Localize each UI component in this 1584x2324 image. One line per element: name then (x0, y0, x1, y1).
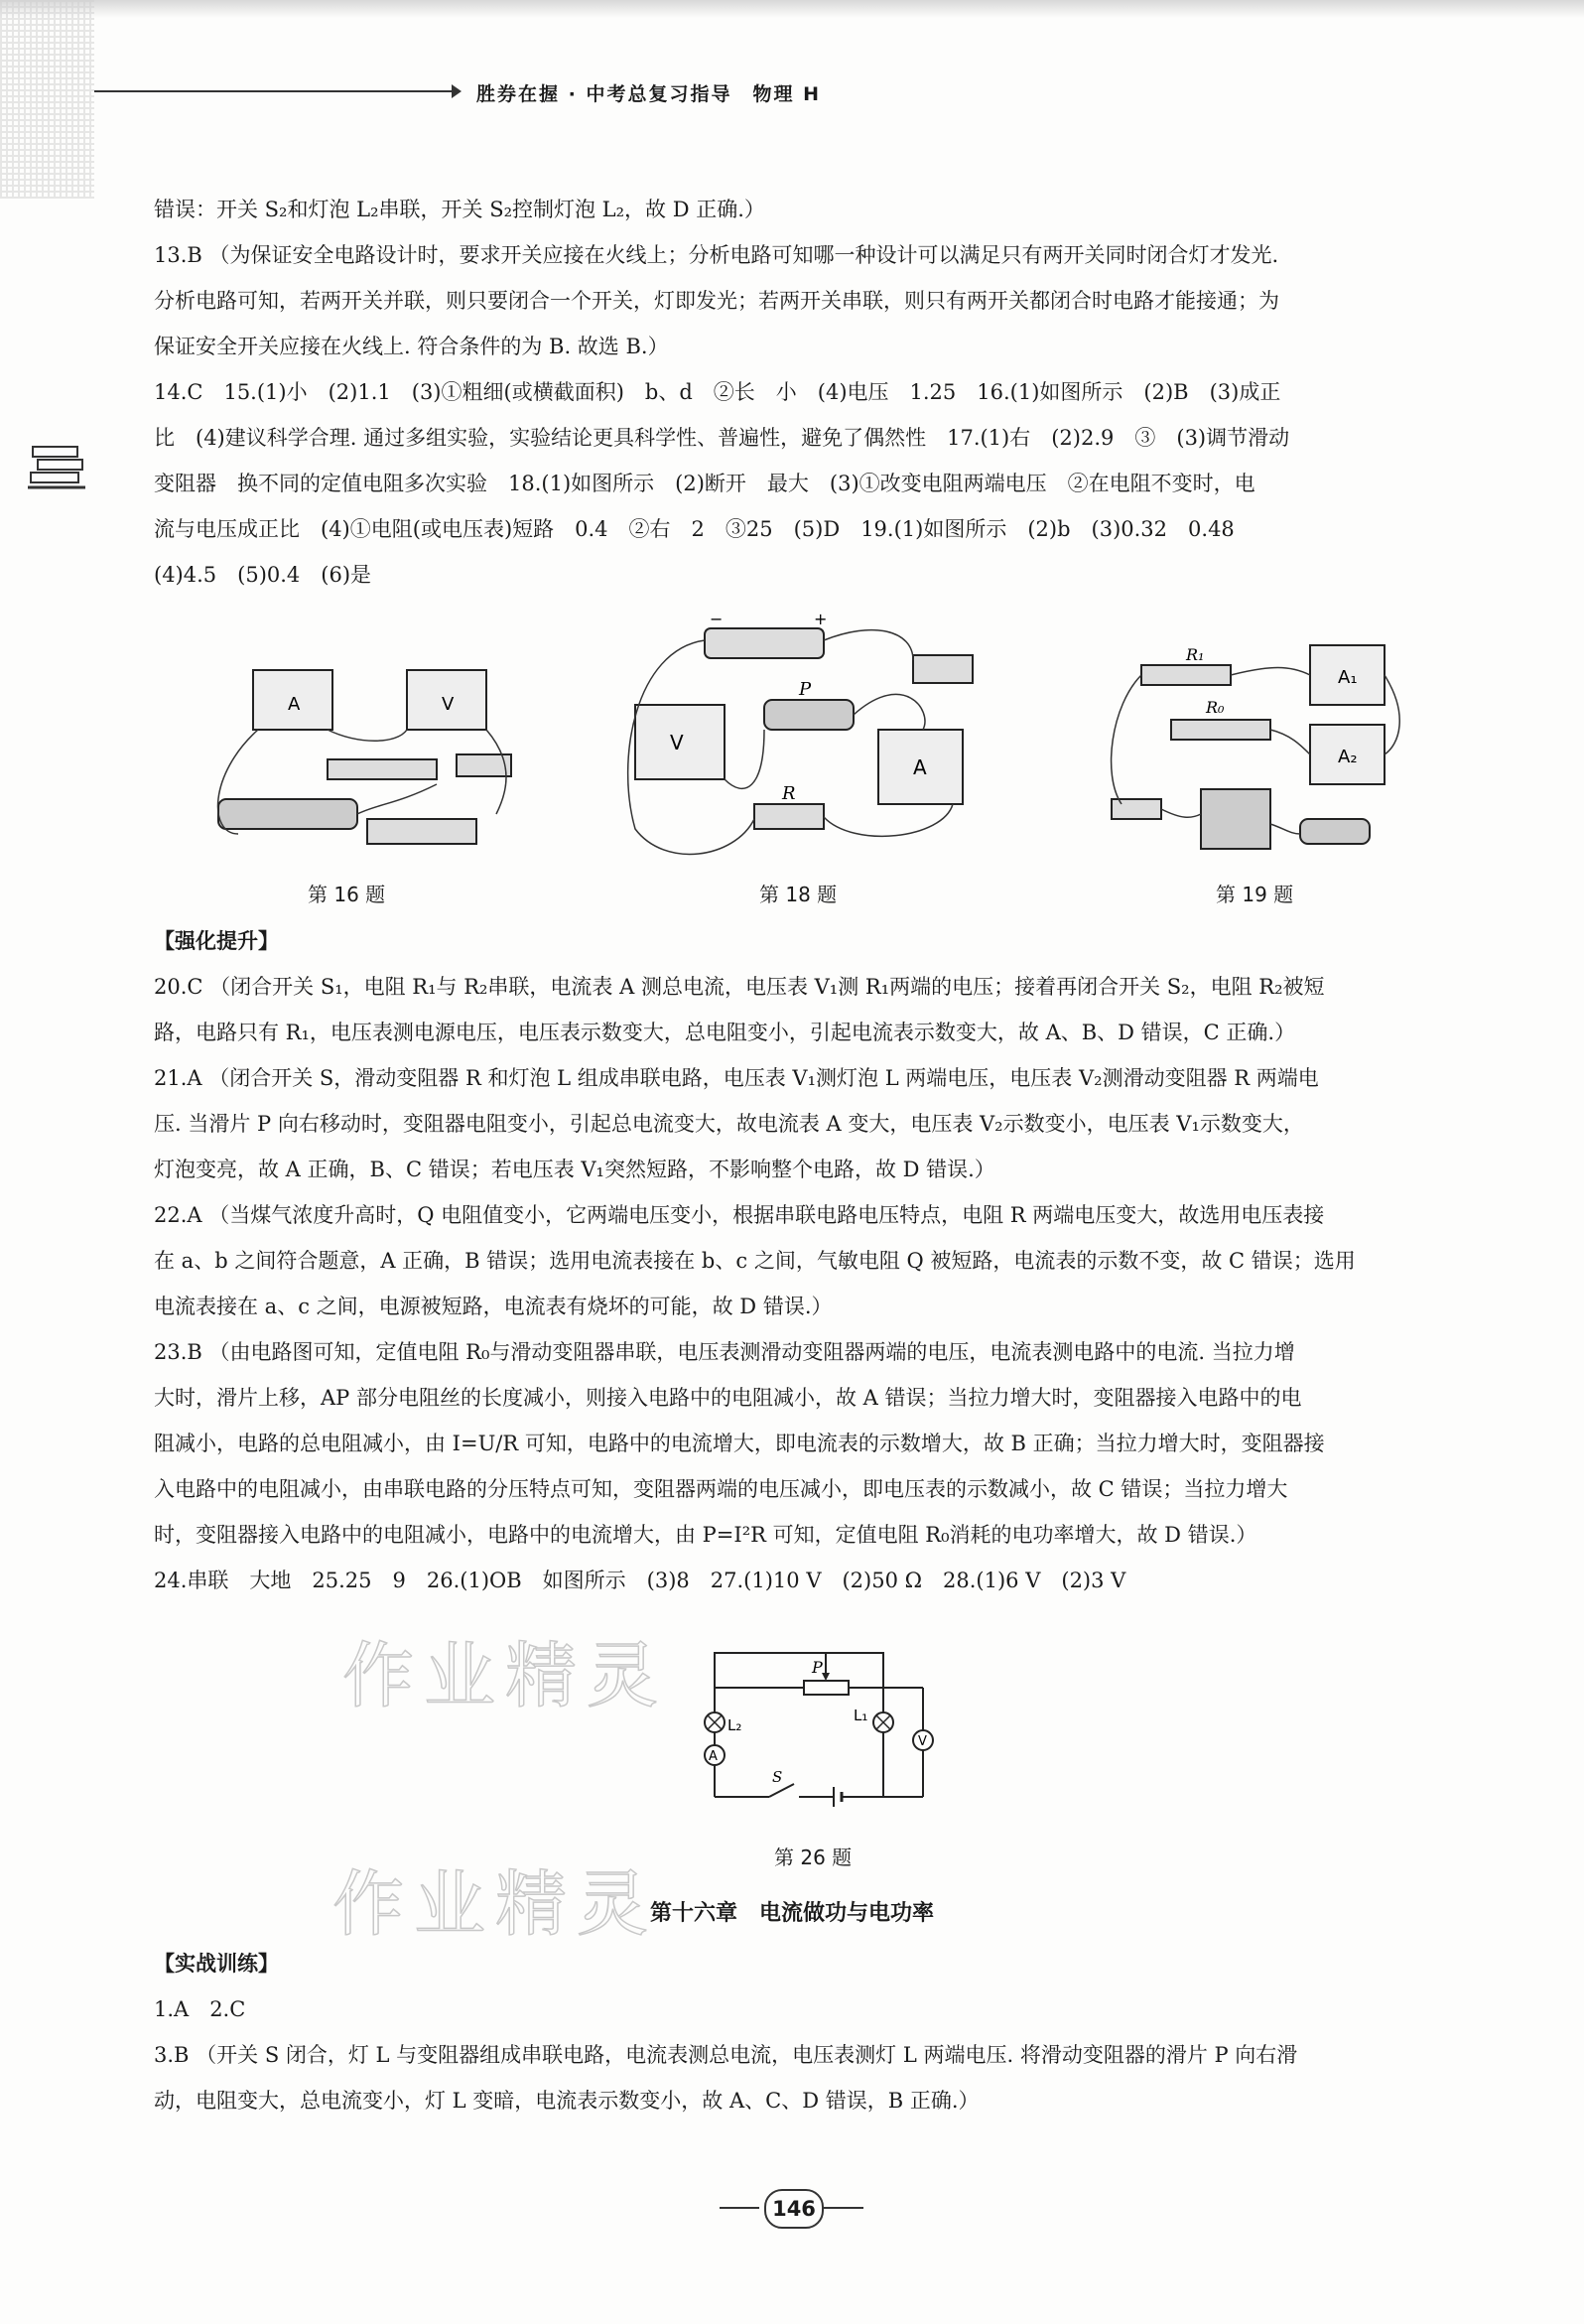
text-line: 错误：开关 S₂和灯泡 L₂串联，开关 S₂控制灯泡 L₂，故 D 正确.） (154, 198, 765, 221)
corner-pattern (0, 0, 94, 199)
text-line: 23.B （由电路图可知，定值电阻 R₀与滑动变阻器串联，电压表测滑动变阻器两端的电压，电流表测电路中的电流. 当拉力增 (154, 1340, 1295, 1364)
figure-18-circuit (615, 611, 1002, 879)
figure-16-circuit (198, 655, 536, 874)
text-line: 路，电路只有 R₁，电压表测电源电压，电压表示数变大，总电阻变小，引起电流表示数变大，故 A、B、D 错误，C 正确.） (154, 1021, 1296, 1044)
svg-text:A₁: A₁ (1338, 667, 1358, 688)
figure-16-caption: 第 16 题 (308, 883, 386, 906)
svg-text:V: V (670, 731, 684, 754)
text-line: 流与电压成正比 (4)①电阻(或电压表)短路 0.4 ②右 2 ③25 (5)D 19.(1)如图所示 (2)b (3)0.32 0.48 (154, 517, 1235, 541)
text-line: 14.C 15.(1)小 (2)1.1 (3)①粗细(或横截面积) b、d ②长 小 (4)电压 1.25 16.(1)如图所示 (2)B (3)成正 (154, 380, 1281, 404)
svg-text:V: V (442, 694, 455, 715)
text-line: 大时，滑片上移，AP 部分电阻丝的长度减小，则接入电路中的电阻减小，故 A 错误；当拉力增大时，变阻器接入电路中的电 (154, 1386, 1302, 1410)
text-line: 时，变阻器接入电路中的电阻减小，电路中的电流增大，由 P=I²R 可知，定值电阻 R₀消耗的电功率增大，故 D 错误.） (154, 1523, 1257, 1547)
text-line: 13.B （为保证安全电路设计时，要求开关应接在火线上；分析电路可知哪一种设计可以满足只有两开关同时闭合灯才发光. (154, 243, 1279, 267)
header-rule (94, 90, 452, 92)
answers-block-2 (154, 918, 1484, 1603)
header-title: 胜券在握 · 中考总复习指导 物理 H (476, 83, 821, 105)
text-line: 保证安全开关应接在火线上. 符合条件的为 B. 故选 B.） (154, 335, 669, 358)
svg-text:A: A (288, 694, 301, 715)
header-arrow-icon (452, 84, 462, 98)
figure-18-caption: 第 18 题 (759, 883, 838, 906)
answers-block-1 (154, 187, 1484, 598)
text-line: 灯泡变亮，故 A 正确，B、C 错误；若电压表 V₁突然短路，不影响整个电路，故 D 错误.） (154, 1158, 995, 1181)
svg-text:R₁: R₁ (1186, 645, 1205, 664)
text-line: (4)4.5 (5)0.4 (6)是 (154, 563, 372, 587)
label-S: S (772, 1768, 783, 1786)
figure-19-circuit (1092, 625, 1409, 879)
text-line: 电流表接在 a、c 之间，电源被短路，电流表有烧坏的可能，故 D 错误.） (154, 1295, 833, 1318)
page-header (94, 79, 1583, 105)
text-line: 21.A （闭合开关 S，滑动变阻器 R 和灯泡 L 组成串联电路，电压表 V₁测灯泡 L 两端电压，电压表 V₂测滑动变阻器 R 两端电 (154, 1066, 1319, 1090)
svg-text:R: R (782, 783, 796, 804)
books-icon (28, 442, 87, 496)
text-line: 22.A （当煤气浓度升高时，Q 电阻值变小，它两端电压变小，根据串联电路电压特点，电阻 R 两端电压变大，故选用电压表接 (154, 1203, 1325, 1227)
text-line: 1.A 2.C (154, 1997, 246, 2021)
text-line: 阻减小，电路的总电阻减小，由 I=U/R 可知，电路中的电流增大，即电流表的示数增大，故 B 正确；当拉力增大时，变阻器接 (154, 1432, 1325, 1455)
text-line: 20.C （闭合开关 S₁，电阻 R₁与 R₂串联，电流表 A 测总电流，电压表 V₁测 R₁两端的电压；接着再闭合开关 S₂，电阻 R₂被短 (154, 975, 1325, 999)
text-line: 分析电路可知，若两开关并联，则只要闭合一个开关，灯即发光；若两开关串联，则只有两开关都闭合时电路才能接通；为 (154, 289, 1279, 313)
section-heading-strengthen: 【强化提升】 (154, 929, 279, 953)
label-L2: L₂ (727, 1716, 742, 1734)
answers-block-3 (154, 1941, 1484, 2123)
section-heading-practice: 【实战训练】 (154, 1952, 279, 1976)
svg-text:P: P (799, 679, 812, 700)
text-line: 24.串联 大地 25.25 9 26.(1)OB 如图所示 (3)8 27.(1)10 V (2)50 Ω 28.(1)6 V (2)3 V (154, 1569, 1126, 1592)
svg-text:−: − (710, 611, 724, 628)
page-number: 146 (764, 2189, 824, 2229)
text-line: 变阻器 换不同的定值电阻多次实验 18.(1)如图所示 (2)断开 最大 (3)①改变电阻两端电压 ②在电阻不变时，电 (154, 472, 1255, 495)
text-line: 入电路中的电阻减小，由串联电路的分压特点可知，变阻器两端的电压减小，即电压表的示数减小，故 C 错误；当拉力增大 (154, 1477, 1288, 1501)
text-line: 3.B （开关 S 闭合，灯 L 与变阻器组成串联电路，电流表测总电流，电压表测灯 L 两端电压. 将滑动变阻器的滑片 P 向右滑 (154, 2043, 1298, 2067)
text-line: 动，电阻变大，总电流变小，灯 L 变暗，电流表示数变小，故 A、C、D 错误，B 正确.） (154, 2089, 980, 2113)
figure-19-caption: 第 19 题 (1216, 883, 1294, 906)
scan-shadow (0, 0, 1584, 18)
label-A: A (709, 1749, 718, 1764)
text-line: 压. 当滑片 P 向右移动时，变阻器电阻变小，引起总电流变大，故电流表 A 变大，电压表 V₂示数变小，电压表 V₁示数变大， (154, 1112, 1304, 1136)
svg-text:A₂: A₂ (1338, 747, 1358, 767)
text-line: 比 (4)建议科学合理. 通过多组实验，实验结论更具科学性、普遍性，避免了偶然性 17.(1)右 (2)2.9 ③ (3)调节滑动 (154, 426, 1290, 450)
chapter-title: 第十六章 电流做功与电功率 (649, 1901, 934, 1926)
text-line: 在 a、b 之间符合题意，A 正确，B 错误；选用电流表接在 b、c 之间，气敏电阻 Q 被短路，电流表的示数不变，故 C 错误；选用 (154, 1249, 1356, 1273)
label-V: V (918, 1734, 927, 1749)
watermark: 作业精灵 (342, 1634, 669, 1717)
page-number-rule-right (824, 2207, 863, 2209)
page-number-rule-left (720, 2207, 759, 2209)
label-P: P (812, 1658, 823, 1677)
svg-text:R₀: R₀ (1206, 698, 1225, 717)
figure-26-caption: 第 26 题 (774, 1846, 853, 1869)
svg-text:+: + (814, 611, 828, 628)
watermark: 作业精灵 (332, 1862, 659, 1946)
svg-text:A: A (913, 755, 927, 779)
label-L1: L₁ (854, 1707, 868, 1724)
figure-26-circuit (695, 1643, 943, 1822)
